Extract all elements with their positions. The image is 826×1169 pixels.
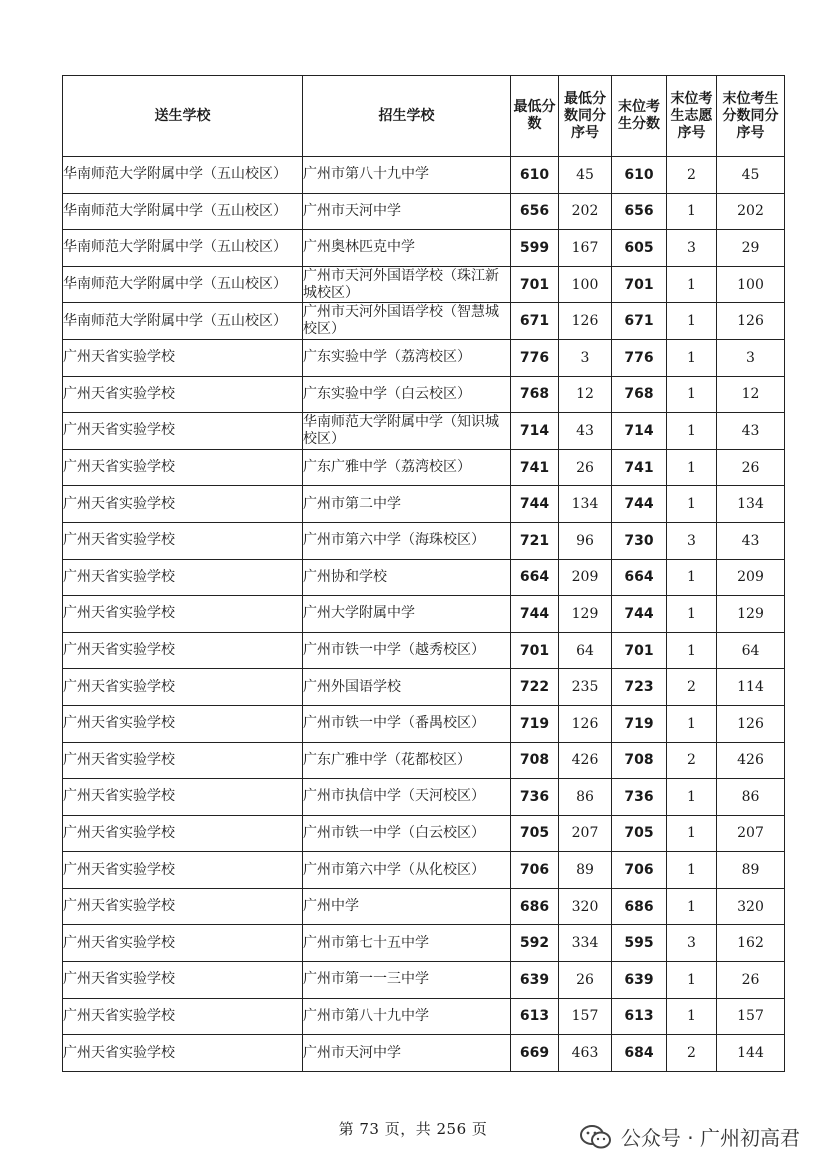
row-last-score: 730 [612, 522, 667, 559]
row-last-score: 664 [612, 559, 667, 596]
row-last-score: 708 [612, 742, 667, 779]
row-recipient-school: 广州市第一一三中学 [303, 962, 511, 999]
watermark-text: 公众号 · 广州初高君 [620, 1126, 800, 1150]
row-last-score: 605 [612, 230, 667, 267]
row-sender-school: 广州天省实验学校 [63, 962, 303, 999]
row-recipient-school: 广州市第六中学（从化校区） [303, 852, 511, 889]
row-sender-school: 华南师范大学附属中学（五山校区） [63, 230, 303, 267]
row-last-score: 701 [612, 632, 667, 669]
row-last-preference: 1 [667, 596, 717, 633]
row-sender-school: 广州天省实验学校 [63, 339, 303, 376]
row-min-score: 671 [511, 303, 559, 340]
row-sender-school: 广州天省实验学校 [63, 522, 303, 559]
row-recipient-school: 广州市铁一中学（越秀校区） [303, 632, 511, 669]
row-sender-school: 广州天省实验学校 [63, 632, 303, 669]
row-sender-school: 广州天省实验学校 [63, 705, 303, 742]
row-min-score: 686 [511, 888, 559, 925]
row-last-preference: 2 [667, 669, 717, 706]
row-sender-school: 华南师范大学附属中学（五山校区） [63, 193, 303, 230]
row-last-score-rank: 426 [717, 742, 785, 779]
row-recipient-school: 广东实验中学（白云校区） [303, 376, 511, 413]
row-last-score-rank: 126 [717, 303, 785, 340]
row-min-score-rank: 3 [559, 339, 612, 376]
table-row [63, 339, 785, 376]
row-recipient-school: 广州市天河中学 [303, 193, 511, 230]
table-row [63, 705, 785, 742]
row-recipient-school: 广州市铁一中学（白云校区） [303, 815, 511, 852]
row-min-score: 705 [511, 815, 559, 852]
row-last-score-rank: 43 [717, 522, 785, 559]
row-min-score-rank: 96 [559, 522, 612, 559]
row-min-score: 701 [511, 632, 559, 669]
row-min-score: 744 [511, 486, 559, 523]
row-last-score-rank: 126 [717, 705, 785, 742]
row-min-score-rank: 209 [559, 559, 612, 596]
row-last-score: 701 [612, 266, 667, 303]
row-recipient-school: 广州协和学校 [303, 559, 511, 596]
row-last-preference: 2 [667, 1035, 717, 1072]
row-last-score: 719 [612, 705, 667, 742]
row-min-score-rank: 126 [559, 705, 612, 742]
row-last-score-rank: 64 [717, 632, 785, 669]
row-min-score-rank: 207 [559, 815, 612, 852]
row-last-preference: 2 [667, 742, 717, 779]
row-sender-school: 广州天省实验学校 [63, 998, 303, 1035]
row-min-score-rank: 320 [559, 888, 612, 925]
table-row [63, 888, 785, 925]
row-min-score: 599 [511, 230, 559, 267]
row-sender-school: 广州天省实验学校 [63, 1035, 303, 1072]
row-last-score-rank: 114 [717, 669, 785, 706]
row-last-preference: 1 [667, 705, 717, 742]
row-last-score-rank: 320 [717, 888, 785, 925]
row-sender-school: 广州天省实验学校 [63, 815, 303, 852]
row-min-score-rank: 43 [559, 413, 612, 450]
row-min-score-rank: 126 [559, 303, 612, 340]
table-row [63, 266, 785, 303]
row-min-score: 768 [511, 376, 559, 413]
row-sender-school: 广州天省实验学校 [63, 596, 303, 633]
table-body [63, 157, 785, 1072]
row-recipient-school: 广州奥林匹克中学 [303, 230, 511, 267]
row-last-score-rank: 202 [717, 193, 785, 230]
watermark [579, 1122, 800, 1151]
row-sender-school: 华南师范大学附属中学（五山校区） [63, 266, 303, 303]
table-row [63, 486, 785, 523]
row-sender-school: 广州天省实验学校 [63, 742, 303, 779]
row-last-score-rank: 144 [717, 1035, 785, 1072]
row-sender-school: 华南师范大学附属中学（五山校区） [63, 157, 303, 194]
row-min-score: 776 [511, 339, 559, 376]
row-last-score-rank: 207 [717, 815, 785, 852]
row-last-score: 776 [612, 339, 667, 376]
table-row [63, 1035, 785, 1072]
table-row [63, 303, 785, 340]
row-recipient-school: 广州市第八十九中学 [303, 157, 511, 194]
row-min-score: 736 [511, 779, 559, 816]
row-last-score-rank: 26 [717, 962, 785, 999]
row-min-score: 719 [511, 705, 559, 742]
row-last-score: 714 [612, 413, 667, 450]
row-last-score: 610 [612, 157, 667, 194]
row-last-preference: 1 [667, 632, 717, 669]
row-recipient-school: 广州市执信中学（天河校区） [303, 779, 511, 816]
row-last-preference: 1 [667, 413, 717, 450]
table-row [63, 925, 785, 962]
row-last-score-rank: 134 [717, 486, 785, 523]
row-last-score-rank: 129 [717, 596, 785, 633]
row-min-score: 744 [511, 596, 559, 633]
row-last-score: 595 [612, 925, 667, 962]
row-min-score-rank: 157 [559, 998, 612, 1035]
table-row [63, 559, 785, 596]
row-last-score-rank: 162 [717, 925, 785, 962]
row-last-preference: 1 [667, 998, 717, 1035]
row-min-score: 722 [511, 669, 559, 706]
row-recipient-school: 广州市第七十五中学 [303, 925, 511, 962]
row-last-preference: 1 [667, 193, 717, 230]
row-min-score-rank: 202 [559, 193, 612, 230]
row-last-score-rank: 12 [717, 376, 785, 413]
row-min-score: 613 [511, 998, 559, 1035]
row-sender-school: 广州天省实验学校 [63, 376, 303, 413]
row-last-score-rank: 29 [717, 230, 785, 267]
row-sender-school: 华南师范大学附属中学（五山校区） [63, 303, 303, 340]
row-last-score: 671 [612, 303, 667, 340]
row-min-score-rank: 334 [559, 925, 612, 962]
row-last-preference: 1 [667, 303, 717, 340]
wechat-icon [579, 1124, 613, 1150]
header-min-score: 最低分数 [511, 76, 559, 157]
row-min-score-rank: 129 [559, 596, 612, 633]
row-last-score-rank: 209 [717, 559, 785, 596]
table-row [63, 596, 785, 633]
row-recipient-school: 广东实验中学（荔湾校区） [303, 339, 511, 376]
admission-table [62, 75, 785, 1072]
row-recipient-school: 广州市第六中学（海珠校区） [303, 522, 511, 559]
row-last-preference: 1 [667, 339, 717, 376]
row-last-preference: 1 [667, 815, 717, 852]
table-row [63, 449, 785, 486]
row-last-score: 768 [612, 376, 667, 413]
row-last-score: 736 [612, 779, 667, 816]
row-recipient-school: 广州外国语学校 [303, 669, 511, 706]
row-recipient-school: 广州市天河外国语学校（珠江新城校区） [303, 266, 511, 303]
row-last-score-rank: 157 [717, 998, 785, 1035]
row-recipient-school: 广州市天河中学 [303, 1035, 511, 1072]
row-last-score-rank: 89 [717, 852, 785, 889]
table-row [63, 852, 785, 889]
row-last-preference: 1 [667, 852, 717, 889]
header-last-score: 末位考生分数 [612, 76, 667, 157]
row-last-score-rank: 100 [717, 266, 785, 303]
row-last-score: 744 [612, 486, 667, 523]
row-last-score-rank: 86 [717, 779, 785, 816]
row-sender-school: 广州天省实验学校 [63, 669, 303, 706]
table-row [63, 962, 785, 999]
row-recipient-school: 广州市天河外国语学校（智慧城校区） [303, 303, 511, 340]
row-min-score: 669 [511, 1035, 559, 1072]
row-recipient-school: 广州市第八十九中学 [303, 998, 511, 1035]
row-min-score: 656 [511, 193, 559, 230]
row-last-score-rank: 3 [717, 339, 785, 376]
row-last-score: 686 [612, 888, 667, 925]
row-min-score-rank: 134 [559, 486, 612, 523]
row-last-score: 705 [612, 815, 667, 852]
row-last-score: 741 [612, 449, 667, 486]
row-last-score: 744 [612, 596, 667, 633]
table-row [63, 193, 785, 230]
row-min-score-rank: 45 [559, 157, 612, 194]
row-min-score-rank: 64 [559, 632, 612, 669]
row-min-score: 610 [511, 157, 559, 194]
table-row [63, 230, 785, 267]
table-row [63, 669, 785, 706]
row-last-preference: 1 [667, 559, 717, 596]
row-min-score: 741 [511, 449, 559, 486]
row-last-preference: 2 [667, 157, 717, 194]
row-min-score-rank: 426 [559, 742, 612, 779]
row-last-score: 684 [612, 1035, 667, 1072]
header-min-score-rank: 最低分数同分序号 [559, 76, 612, 157]
table-row [63, 632, 785, 669]
row-last-score: 613 [612, 998, 667, 1035]
row-min-score: 706 [511, 852, 559, 889]
row-min-score: 639 [511, 962, 559, 999]
table-row [63, 376, 785, 413]
row-recipient-school: 广州市第二中学 [303, 486, 511, 523]
row-last-preference: 1 [667, 888, 717, 925]
table-row [63, 413, 785, 450]
row-sender-school: 广州天省实验学校 [63, 449, 303, 486]
row-min-score: 708 [511, 742, 559, 779]
row-min-score: 664 [511, 559, 559, 596]
row-last-preference: 1 [667, 962, 717, 999]
row-min-score-rank: 26 [559, 962, 612, 999]
row-last-score-rank: 26 [717, 449, 785, 486]
page-number: 第 73 页，共 256 页 [338, 1120, 488, 1138]
row-min-score-rank: 463 [559, 1035, 612, 1072]
row-sender-school: 广州天省实验学校 [63, 888, 303, 925]
header-last-score-rank: 末位考生分数同分序号 [717, 76, 785, 157]
table-row [63, 522, 785, 559]
row-last-score: 723 [612, 669, 667, 706]
row-last-preference: 1 [667, 449, 717, 486]
row-min-score-rank: 26 [559, 449, 612, 486]
table-row [63, 779, 785, 816]
row-min-score: 714 [511, 413, 559, 450]
row-recipient-school: 广州市铁一中学（番禺校区） [303, 705, 511, 742]
row-sender-school: 广州天省实验学校 [63, 413, 303, 450]
row-min-score: 592 [511, 925, 559, 962]
row-recipient-school: 广州中学 [303, 888, 511, 925]
row-last-score: 706 [612, 852, 667, 889]
row-recipient-school: 广东广雅中学（荔湾校区） [303, 449, 511, 486]
header-sender-school: 送生学校 [63, 76, 303, 157]
row-min-score: 721 [511, 522, 559, 559]
row-sender-school: 广州天省实验学校 [63, 925, 303, 962]
row-recipient-school: 广东广雅中学（花都校区） [303, 742, 511, 779]
row-last-score-rank: 45 [717, 157, 785, 194]
table-row [63, 815, 785, 852]
row-last-preference: 3 [667, 230, 717, 267]
row-last-preference: 1 [667, 486, 717, 523]
row-min-score-rank: 89 [559, 852, 612, 889]
row-sender-school: 广州天省实验学校 [63, 559, 303, 596]
row-last-preference: 1 [667, 779, 717, 816]
table-header-row [63, 76, 785, 157]
row-min-score: 701 [511, 266, 559, 303]
row-min-score-rank: 86 [559, 779, 612, 816]
row-last-score: 656 [612, 193, 667, 230]
header-last-preference: 末位考生志愿序号 [667, 76, 717, 157]
row-min-score-rank: 12 [559, 376, 612, 413]
row-sender-school: 广州天省实验学校 [63, 852, 303, 889]
table-row [63, 742, 785, 779]
header-recipient-school: 招生学校 [303, 76, 511, 157]
table-row [63, 998, 785, 1035]
row-last-preference: 1 [667, 266, 717, 303]
row-sender-school: 广州天省实验学校 [63, 486, 303, 523]
row-recipient-school: 广州大学附属中学 [303, 596, 511, 633]
table-row [63, 157, 785, 194]
row-recipient-school: 华南师范大学附属中学（知识城校区） [303, 413, 511, 450]
row-min-score-rank: 100 [559, 266, 612, 303]
row-last-score-rank: 43 [717, 413, 785, 450]
row-last-score: 639 [612, 962, 667, 999]
row-min-score-rank: 235 [559, 669, 612, 706]
row-last-preference: 1 [667, 376, 717, 413]
row-last-preference: 3 [667, 925, 717, 962]
row-last-preference: 3 [667, 522, 717, 559]
row-min-score-rank: 167 [559, 230, 612, 267]
row-sender-school: 广州天省实验学校 [63, 779, 303, 816]
